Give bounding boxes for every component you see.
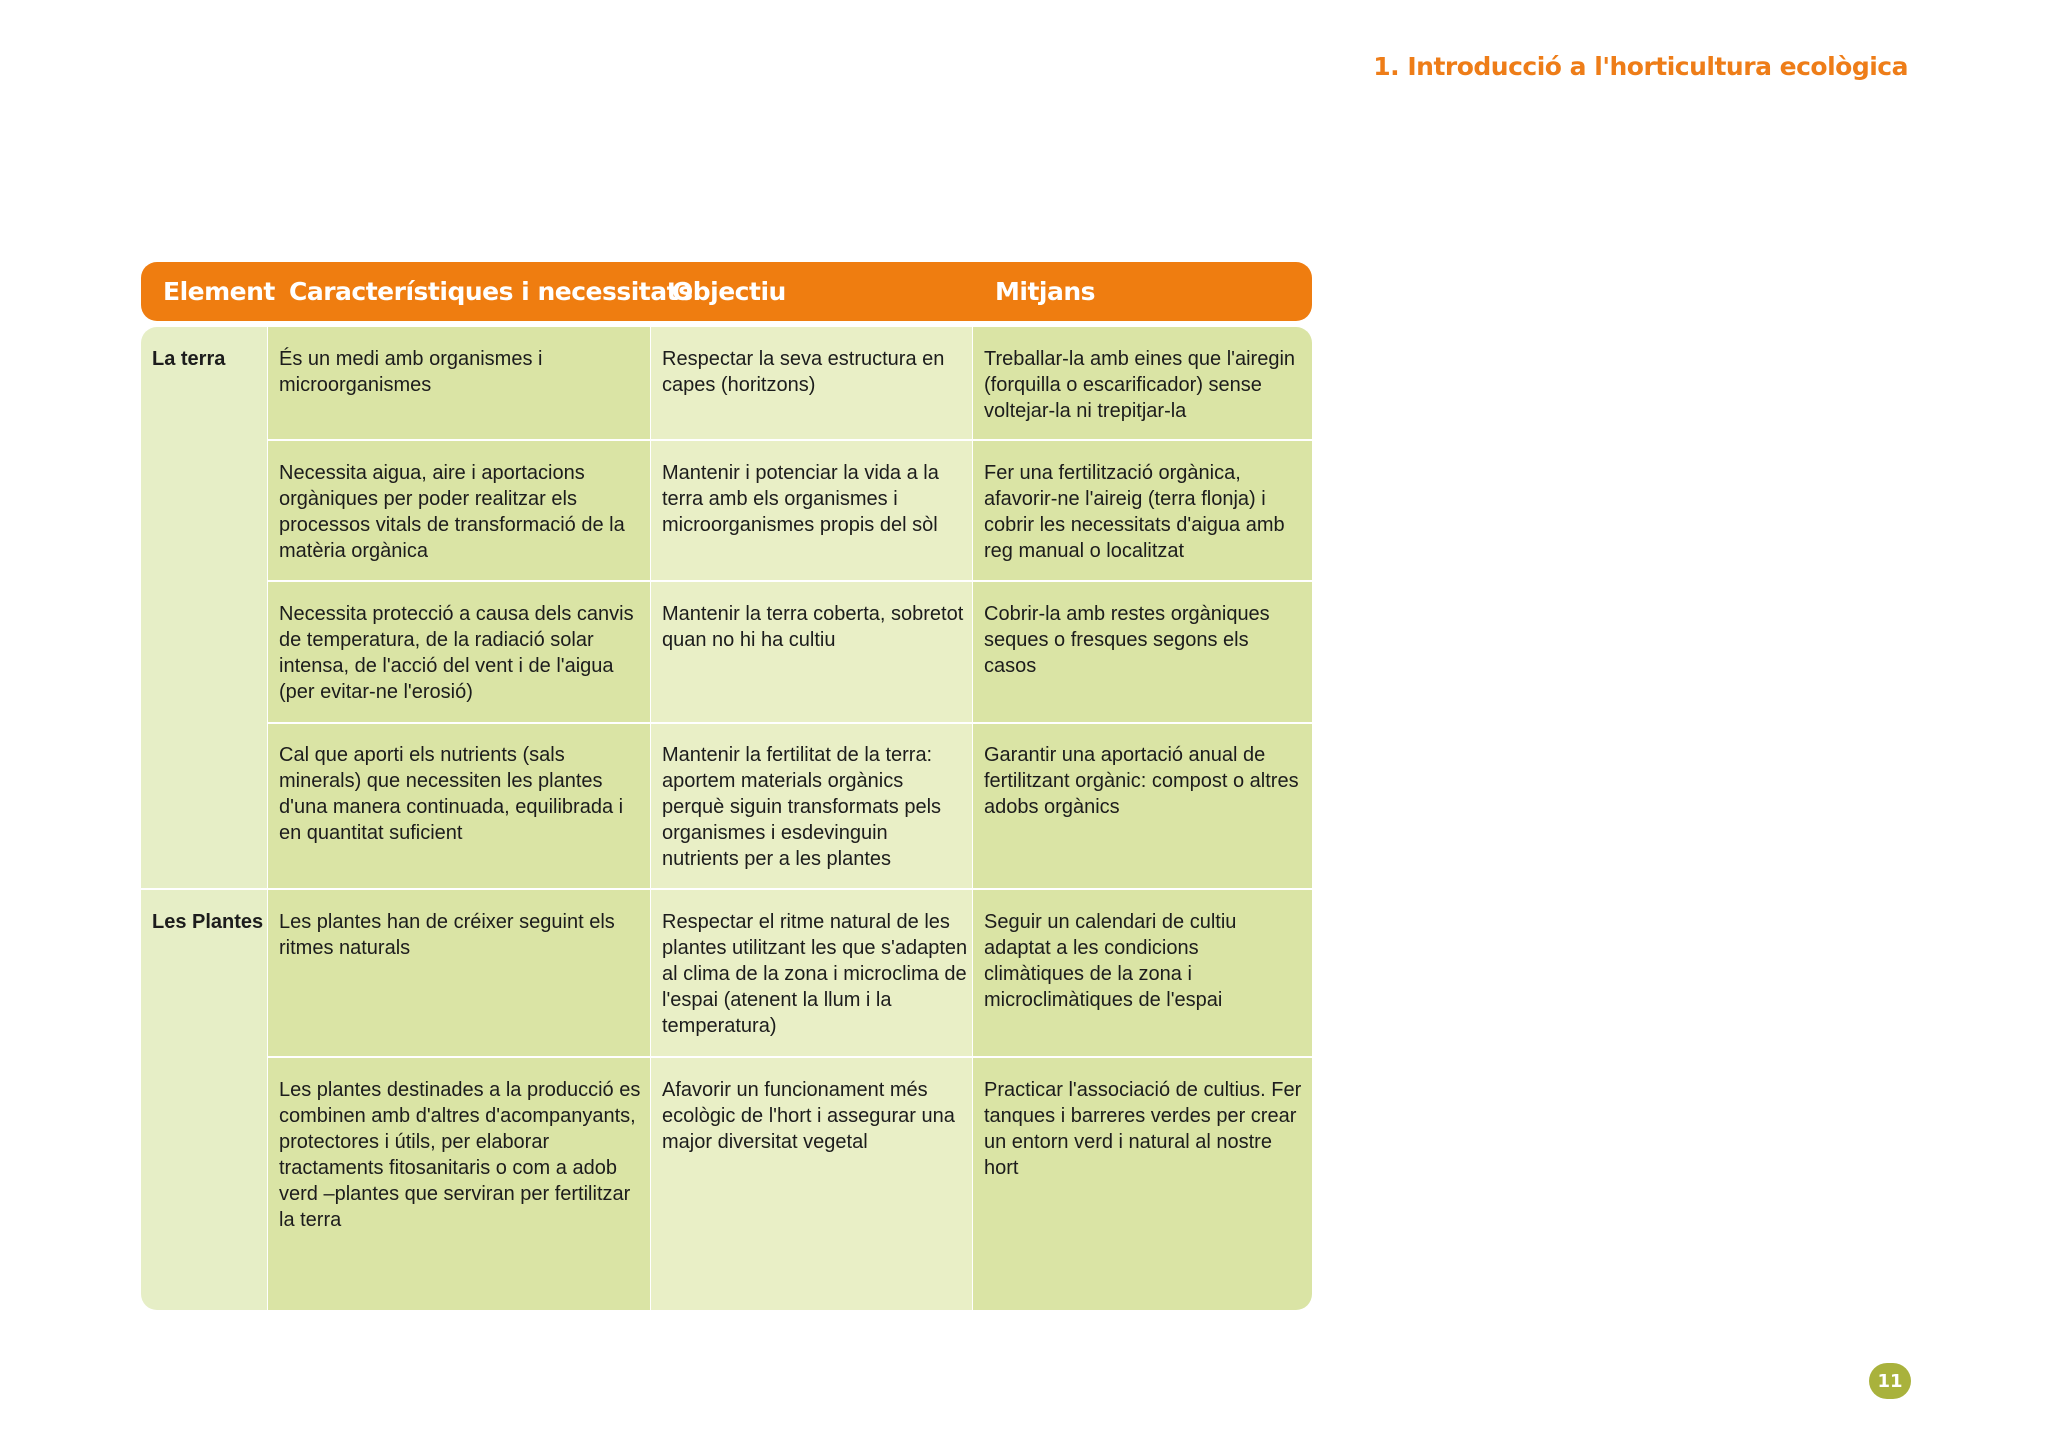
element-la-terra: La terra bbox=[152, 348, 226, 370]
cell-caracteristiques: Cal que aporti els nutrients (sals minerals) que necessiten les plantes d'una manera continuada, equilibrada i en quantitat suficient bbox=[279, 744, 624, 844]
table-body bbox=[141, 327, 1312, 1310]
header-objectiu: Objectiu bbox=[672, 277, 786, 306]
column-element bbox=[141, 327, 267, 1310]
row-divider bbox=[268, 580, 1312, 582]
cell-objectiu: Mantenir la fertilitat de la terra: aportem materials orgànics perquè siguin transformats pels organismes i esdevinguin nutrients per a les plantes bbox=[662, 744, 942, 870]
cell-objectiu: Mantenir i potenciar la vida a la terra amb els organismes i microorganismes propis del sòl bbox=[662, 462, 939, 536]
cell-caracteristiques: Les plantes han de créixer seguint els ritmes naturals bbox=[279, 911, 615, 959]
table-header bbox=[141, 262, 1312, 321]
cell-objectiu: Respectar la seva estructura en capes (horitzons) bbox=[662, 348, 945, 396]
cell-objectiu: Mantenir la terra coberta, sobretot quan no hi ha cultiu bbox=[662, 603, 964, 651]
cell-mitjans: Fer una fertilització orgànica, afavorir-ne l'aireig (terra flonja) i cobrir les necessitats d'aigua amb reg manual o localitzat bbox=[984, 462, 1285, 562]
row-divider bbox=[268, 439, 1312, 441]
cell-mitjans: Cobrir-la amb restes orgàniques seques o fresques segons els casos bbox=[984, 603, 1270, 677]
header-mitjans: Mitjans bbox=[995, 277, 1096, 306]
header-element: Element bbox=[163, 277, 275, 306]
cell-caracteristiques: Necessita protecció a causa dels canvis de temperatura, de la radiació solar intensa, de l'acció del vent i de l'aigua (per evitar-ne l'erosió) bbox=[279, 603, 634, 703]
cell-objectiu: Respectar el ritme natural de les plantes utilitzant les que s'adapten al clima de la zona i microclima de l'espai (atenent la llum i la temperatura) bbox=[662, 911, 968, 1037]
page-number-badge: 11 bbox=[1869, 1363, 1911, 1399]
row-divider bbox=[268, 1056, 1312, 1058]
header-caracteristiques: Característiques i necessitats bbox=[289, 277, 693, 306]
cell-objectiu: Afavorir un funcionament més ecològic de l'hort i assegurar una major diversitat vegetal bbox=[662, 1079, 955, 1153]
row-divider bbox=[268, 722, 1312, 724]
cell-mitjans: Garantir una aportació anual de fertilitzant orgànic: compost o altres adobs orgànics bbox=[984, 744, 1299, 818]
group-divider bbox=[141, 888, 1312, 890]
running-header: 1. Introducció a l'horticultura ecològica bbox=[1373, 52, 1908, 81]
cell-caracteristiques: És un medi amb organismes i microorganismes bbox=[279, 348, 543, 396]
cell-mitjans: Practicar l'associació de cultius. Fer tanques i barreres verdes per crear un entorn verd i natural al nostre hort bbox=[984, 1079, 1302, 1179]
cell-mitjans: Seguir un calendari de cultiu adaptat a les condicions climàtiques de la zona i microclimàtiques de l'espai bbox=[984, 911, 1237, 1011]
cell-caracteristiques: Les plantes destinades a la producció es combinen amb d'altres d'acompanyants, protectores i útils, per elaborar tractaments fitosanitaris o com a adob verd –plantes que serviran per fertilitzar la terra bbox=[279, 1079, 641, 1231]
cell-caracteristiques: Necessita aigua, aire i aportacions orgàniques per poder realitzar els processos vitals de transformació de la matèria orgànica bbox=[279, 462, 625, 562]
cell-mitjans: Treballar-la amb eines que l'airegin (forquilla o escarificador) sense voltejar-la ni trepitjar-la bbox=[984, 348, 1296, 422]
element-les-plantes: Les Plantes bbox=[152, 911, 264, 933]
